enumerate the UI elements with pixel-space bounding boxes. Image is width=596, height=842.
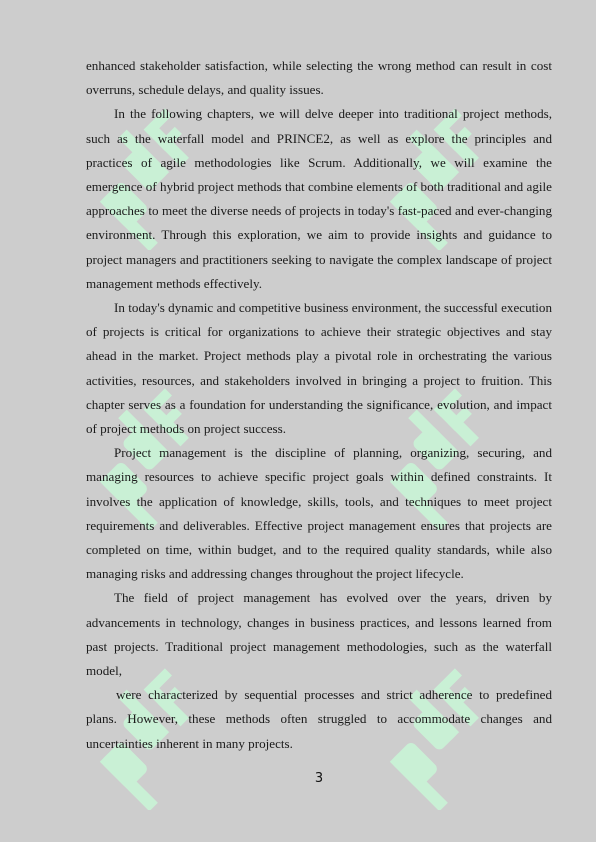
paragraph: In the following chapters, we will delve deeper into traditional project methods, such as the waterfall model and PRINCE2, as well as explore the principles and practices of agile methodologies like Scrum. Additionally, we will examine the emergence of hybrid project methods that combine elements of both traditional and agile approaches to meet the diverse needs of projects in today's fast-paced and ever-changing environment. Through this exploration, we aim to provide insights and guidance to project managers and practitioners seeking to navigate the complex landscape of project management methods effectively. bbox=[86, 106, 552, 291]
page-number: 3 bbox=[314, 771, 324, 786]
paragraph: The field of project management has evolved over the years, driven by advancements in technology, changes in business practices, and lessons learned from past projects. Traditional project management methodologies, such as the waterfall model, bbox=[86, 590, 552, 679]
paragraph: enhanced stakeholder satisfaction, while selecting the wrong method can result in cost overruns, schedule delays, and quality issues. bbox=[86, 58, 552, 98]
paragraph: were characterized by sequential processes and strict adherence to predefined plans. However, these methods often struggled to accommodate changes and uncertainties inherent in many projects. bbox=[86, 687, 552, 751]
paragraph: In today's dynamic and competitive business environment, the successful execution of projects is critical for organizations to achieve their strategic objectives and stay ahead in the market. Project methods play a pivotal role in orchestrating the various activities, resources, and stakeholders involved in bringing a project to fruition. This chapter serves as a foundation for understanding the significance, evolution, and impact of project methods on project success. bbox=[86, 300, 552, 437]
document-body bbox=[86, 54, 552, 756]
paragraph: Project management is the discipline of planning, organizing, securing, and managing resources to achieve specific project goals within defined constraints. It involves the application of knowledge, skills, tools, and techniques to meet project requirements and deliverables. Effective project management ensures that projects are completed on time, within budget, and to the required quality standards, while also managing risks and addressing changes throughout the project lifecycle. bbox=[86, 445, 552, 582]
